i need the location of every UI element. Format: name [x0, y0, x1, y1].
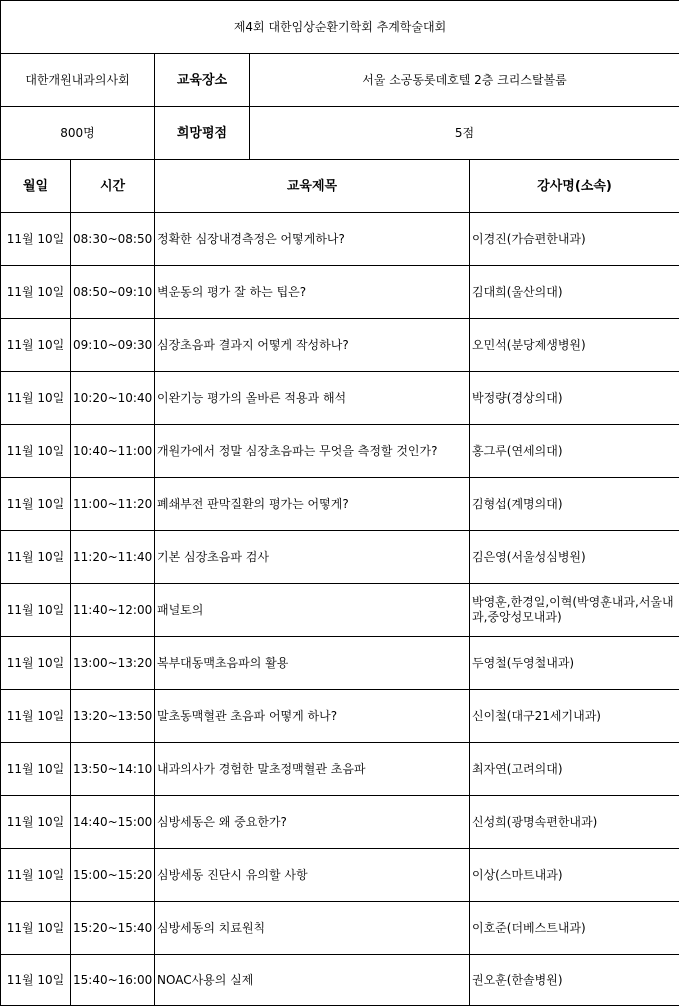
- session-subject: 패널토의: [155, 584, 470, 637]
- session-speaker: 박영훈,한경일,이혁(박영훈내과,서울내과,중앙성모내과): [470, 584, 679, 637]
- session-speaker: 홍그루(연세의대): [470, 425, 679, 478]
- session-subject: 심방세동의 치료원칙: [155, 902, 470, 955]
- session-time: 10:40~11:00: [71, 425, 155, 478]
- session-date: 11월 10일: [1, 531, 71, 584]
- session-subject: 심방세동 진단시 유의할 사항: [155, 849, 470, 902]
- table-row: [1, 372, 679, 425]
- session-time: 08:50~09:10: [71, 266, 155, 319]
- session-speaker: 오민석(분당제생병원): [470, 319, 679, 372]
- session-subject: 벽운동의 평가 잘 하는 팁은?: [155, 266, 470, 319]
- table-row: [1, 743, 679, 796]
- session-subject: 심장초음파 결과지 어떻게 작성하나?: [155, 319, 470, 372]
- col-header-time: 시간: [71, 160, 155, 213]
- points-value: 5점: [250, 107, 679, 160]
- capacity: 800명: [1, 107, 155, 160]
- table-row: [1, 902, 679, 955]
- session-date: 11월 10일: [1, 637, 71, 690]
- session-date: 11월 10일: [1, 266, 71, 319]
- session-date: 11월 10일: [1, 902, 71, 955]
- session-date: 11월 10일: [1, 955, 71, 1006]
- session-subject: 복부대동맥초음파의 활용: [155, 637, 470, 690]
- column-header-row: [1, 160, 679, 213]
- session-speaker: 이경진(가슴편한내과): [470, 213, 679, 266]
- session-time: 11:40~12:00: [71, 584, 155, 637]
- session-speaker: 김형섭(계명의대): [470, 478, 679, 531]
- session-time: 15:20~15:40: [71, 902, 155, 955]
- table-row: [1, 425, 679, 478]
- session-date: 11월 10일: [1, 425, 71, 478]
- session-date: 11월 10일: [1, 213, 71, 266]
- session-speaker: 이상(스마트내과): [470, 849, 679, 902]
- organizer: 대한개원내과의사회: [1, 54, 155, 107]
- session-time: 15:40~16:00: [71, 955, 155, 1006]
- capacity-row: [1, 107, 679, 160]
- table-row: [1, 637, 679, 690]
- session-speaker: 두영철(두영철내과): [470, 637, 679, 690]
- session-speaker: 권오훈(한솔병원): [470, 955, 679, 1006]
- session-speaker: 김대희(울산의대): [470, 266, 679, 319]
- session-time: 10:20~10:40: [71, 372, 155, 425]
- session-subject: 심방세동은 왜 중요한가?: [155, 796, 470, 849]
- session-date: 11월 10일: [1, 849, 71, 902]
- session-subject: 개원가에서 정말 심장초음파는 무엇을 측정할 것인가?: [155, 425, 470, 478]
- col-header-speaker: 강사명(소속): [470, 160, 679, 213]
- session-speaker: 박정량(경상의대): [470, 372, 679, 425]
- table-row: [1, 584, 679, 637]
- table-row: [1, 478, 679, 531]
- session-time: 13:20~13:50: [71, 690, 155, 743]
- session-time: 11:00~11:20: [71, 478, 155, 531]
- session-time: 09:10~09:30: [71, 319, 155, 372]
- table-row: [1, 690, 679, 743]
- session-subject: 내과의사가 경험한 말초정맥혈관 초음파: [155, 743, 470, 796]
- location-value: 서울 소공동롯데호텔 2층 크리스탈볼룸: [250, 54, 679, 107]
- session-speaker: 김은영(서울성심병원): [470, 531, 679, 584]
- session-subject: 이완기능 평가의 올바른 적용과 해석: [155, 372, 470, 425]
- table-row: [1, 319, 679, 372]
- session-subject: 기본 심장초음파 검사: [155, 531, 470, 584]
- session-time: 13:00~13:20: [71, 637, 155, 690]
- session-time: 11:20~11:40: [71, 531, 155, 584]
- session-time: 15:00~15:20: [71, 849, 155, 902]
- session-date: 11월 10일: [1, 372, 71, 425]
- table-row: [1, 213, 679, 266]
- session-date: 11월 10일: [1, 478, 71, 531]
- title-row: [1, 1, 679, 54]
- session-time: 13:50~14:10: [71, 743, 155, 796]
- session-date: 11월 10일: [1, 584, 71, 637]
- session-subject: 말초동맥혈관 초음파 어떻게 하나?: [155, 690, 470, 743]
- table-row: [1, 955, 679, 1006]
- location-row: [1, 54, 679, 107]
- session-date: 11월 10일: [1, 743, 71, 796]
- table-row: [1, 531, 679, 584]
- session-subject: NOAC사용의 실제: [155, 955, 470, 1006]
- session-time: 14:40~15:00: [71, 796, 155, 849]
- col-header-subject: 교육제목: [155, 160, 470, 213]
- session-speaker: 신성희(광명속편한내과): [470, 796, 679, 849]
- points-label: 희망평점: [155, 107, 250, 160]
- session-speaker: 최자연(고려의대): [470, 743, 679, 796]
- session-subject: 폐쇄부전 판막질환의 평가는 어떻게?: [155, 478, 470, 531]
- session-speaker: 이호준(더베스트내과): [470, 902, 679, 955]
- col-header-date: 월일: [1, 160, 71, 213]
- event-title: 제4회 대한임상순환기학회 추계학술대회: [1, 1, 679, 54]
- table-row: [1, 796, 679, 849]
- session-time: 08:30~08:50: [71, 213, 155, 266]
- session-subject: 정확한 심장내경측정은 어떻게하나?: [155, 213, 470, 266]
- session-speaker: 신이철(대구21세기내과): [470, 690, 679, 743]
- session-date: 11월 10일: [1, 796, 71, 849]
- location-label: 교육장소: [155, 54, 250, 107]
- session-date: 11월 10일: [1, 690, 71, 743]
- table-row: [1, 266, 679, 319]
- session-date: 11월 10일: [1, 319, 71, 372]
- table-row: [1, 849, 679, 902]
